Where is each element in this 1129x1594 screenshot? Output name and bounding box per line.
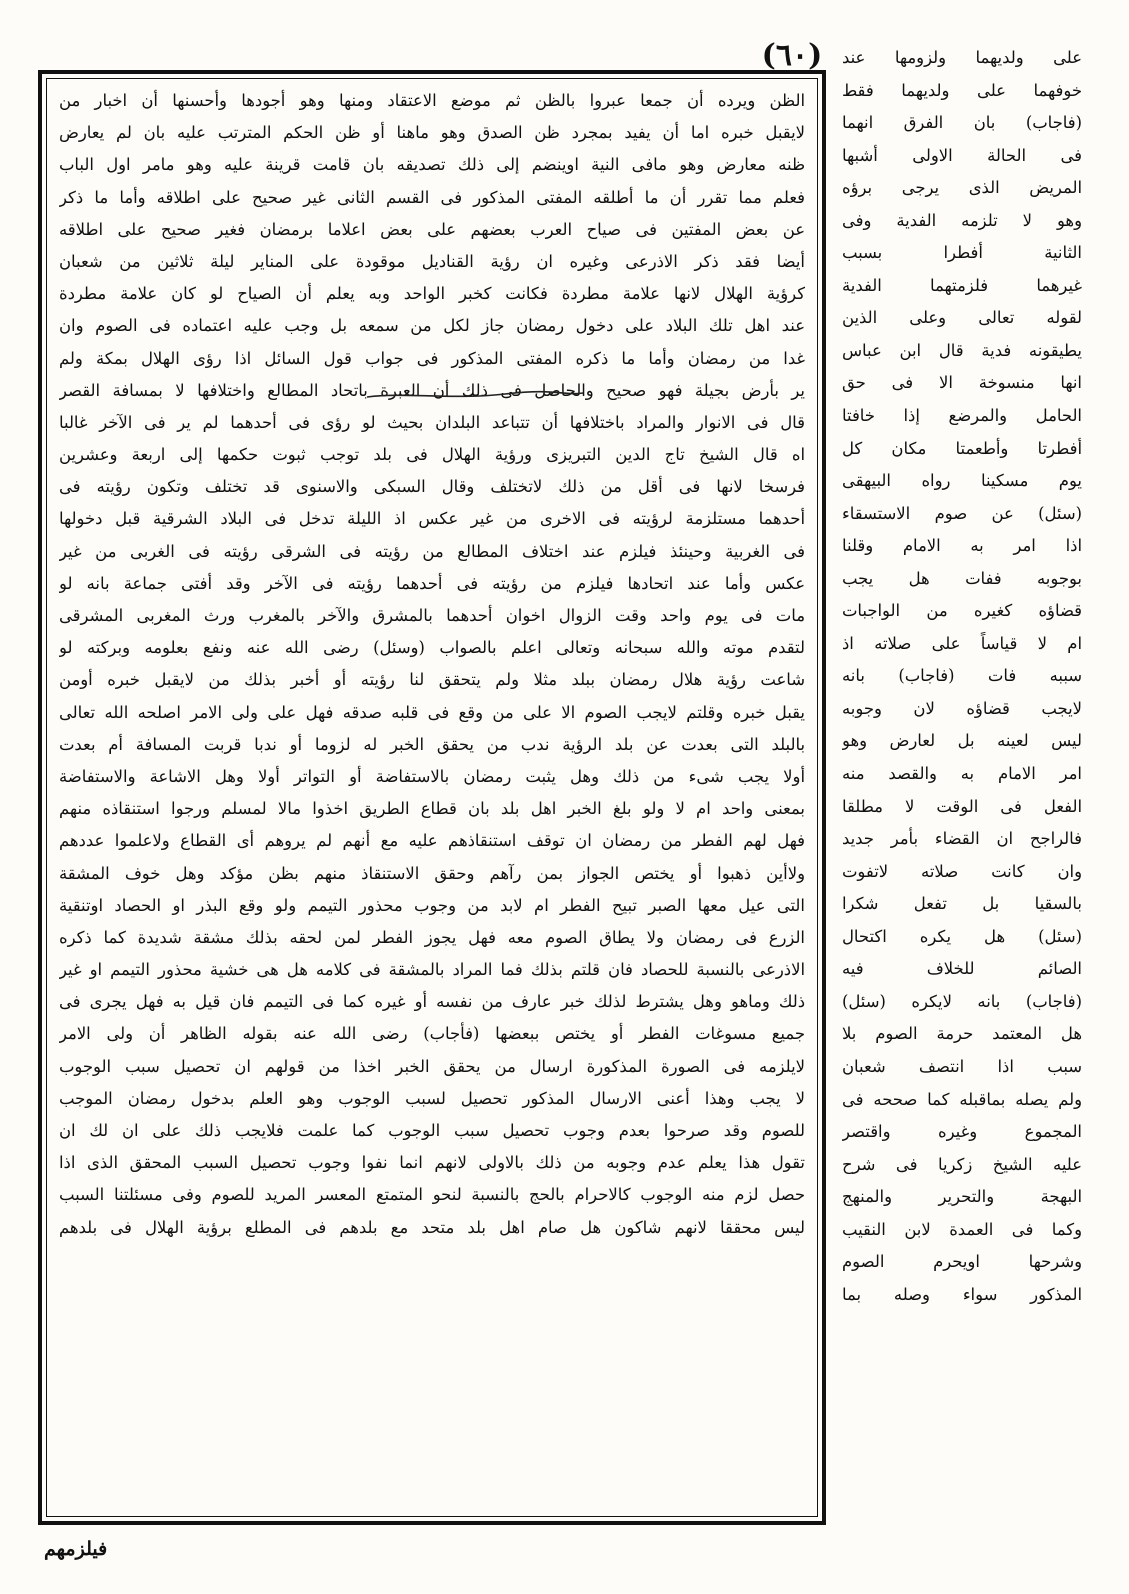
main-text-line: ظنه معارض وهو مافى النية اوينضم إلى ذلك تصديقه بان قامت قرينة عليه وهو مامر اول الباب bbox=[59, 155, 805, 175]
margin-text-line: هل المعتمد حرمة الصوم بلا bbox=[842, 1024, 1082, 1044]
main-text-line: قال فى الانوار والمراد باختلافها أن تتباعد البلدان بحيث لو رؤى فى أحدهما لم ير فى الآخر غالبا bbox=[59, 412, 805, 432]
margin-text-line: ليس لعينه بل لعارض وهو bbox=[842, 731, 1082, 751]
margin-text-line: الفعل فى الوقت لا مطلقا bbox=[842, 796, 1082, 816]
main-text-line: ير بأرض بجيلة فهو صحيح والحاصل فى ذلك أن العبرة باتحاد المطالع واختلافها لا بمسافة القصر bbox=[59, 380, 805, 400]
margin-text-line: الصائم للخلاف فيه bbox=[842, 959, 1082, 979]
main-text-line: عكس وأما عند اتحادها فيلزم من رؤيته فى أحدهما رؤيته فى الآخر وقد أفتى جماعة بانه لو bbox=[59, 573, 805, 593]
main-text-line: جميع مسوغات الفطر أو يختص ببعضها (فأجاب) رضى الله عنه بقوله الظاهر أن ولى الامر bbox=[59, 1024, 805, 1044]
margin-text-line: فالراجح ان القضاء بأمر جديد bbox=[842, 829, 1082, 849]
margin-text-line: المذكور سواء وصله بما bbox=[842, 1284, 1082, 1304]
margin-text-line: لقوله تعالى وعلى الذين bbox=[842, 308, 1082, 328]
margin-text-line: أفطرتا وأطعمتا مكان كل bbox=[842, 438, 1082, 458]
margin-text-line: الثانية أفطرا بسبب bbox=[842, 243, 1082, 263]
margin-text-line: بوجوبه ففات هل يجب bbox=[842, 568, 1082, 588]
main-text-line: مات فى يوم واحد وقت الزوال اخوان أحدهما بالمشرق والآخر بالمغرب ورث المغربى المشرقى bbox=[59, 606, 805, 625]
main-text-line: بالبلد التى بعدت عن بلد الرؤية ندب من يحقق الخبر له لزوما أو ندبا قربت المسافة أم بعدت bbox=[59, 734, 805, 754]
margin-text-line: (سئل) هل يكره اكتحال bbox=[842, 926, 1082, 946]
main-text-line: اه قال الشيخ تاج الدين التبريزى ورؤية الهلال فى بلد توجب ثبوت حكمها إلى اربعة وعشرين bbox=[59, 445, 805, 465]
catchword: فيلزمهم bbox=[44, 1538, 108, 1560]
main-text-line: فعلم مما تقرر أن ما أطلقه المفتى المذكور فى القسم الثانى غير صحيح على اطلاقه وأما ما ذكر bbox=[59, 187, 805, 207]
main-text-line: أولا يجب شىء من ذلك وهل يثبت رمضان بالاستفاضة أو التواتر أولا وهل الاشاعة والاستفاضة bbox=[59, 766, 805, 786]
main-text-line: الزرع فى رمضان ولا يطاق الصوم معه فهل يجوز الفطر لمن لحقه بذلك مشقة شديدة كما ذكره bbox=[59, 927, 805, 947]
margin-text-line: وان كانت صلاته لاتفوت bbox=[842, 861, 1082, 881]
margin-text-line: ولم يصله بماقبله كما صححه فى bbox=[842, 1089, 1082, 1109]
main-text-line: ذلك وماهو وهل يشترط لذلك خبر عارف من نفسه أو غيره كما فى التيمم فان قيل به فهل يجرى فى bbox=[59, 992, 805, 1012]
margin-text-line: وكما فى العمدة لابن النقيب bbox=[842, 1219, 1082, 1239]
main-text-line: أيضا فقد ذكر الاذرعى وغيره ان رؤية القناديل موقودة على المناير ليلة ثلاثين من شعبان bbox=[59, 251, 805, 271]
margin-text-line: خوفهما على ولديهما فقط bbox=[842, 80, 1082, 100]
handwritten-underline bbox=[365, 388, 585, 402]
main-text-line: يقبل خبره وقلتم لايجب الصوم الا على من وقع فى قلبه صدقه فهل على ولى الامر اصلحه الله تعالى bbox=[59, 702, 805, 722]
main-text-line: لتقدم موته والله سبحانه وتعالى اعلم بالصواب (وسئل) رضى الله عنه ونفع بعلومه وبركته لو bbox=[59, 638, 805, 658]
margin-text-line: سببه فات (فاجاب) بانه bbox=[842, 666, 1082, 686]
margin-text-line: عليه الشيخ زكريا فى شرح bbox=[842, 1154, 1082, 1174]
main-text-line: بمعنى واحد ام لا ولو بلغ الخبر اهل بلد بان قطاع الطريق اخذوا مالا لمسلم ورجوا استنقاذه منهم bbox=[59, 799, 805, 819]
margin-text-line: لايجب قضاؤه لان وجوبه bbox=[842, 698, 1082, 718]
main-text-line: فهل لهم الفطر من رمضان ان توقف استنقاذهم عليه مع أنهم لم يروهم أى القطاع ولاعلموا عددهم bbox=[59, 831, 805, 851]
main-text-line: لايقبل خبره اما أن يفيد بمجرد ظن الصدق وهو ماهنا أو ظن الحكم المترتب عليه بان لم يعارض bbox=[59, 123, 805, 143]
main-text-line: ليس محققا لانهم شاكون هل صام اهل بلد متحد مع بلدهم فى المطلع برؤية الهلال فى بلدهم bbox=[59, 1217, 805, 1237]
margin-text-line: المجموع وغيره واقتصر bbox=[842, 1122, 1082, 1142]
main-text-line: فرسخا لانها فى أقل من ذلك لاتختلف وقال السبكى والاسنوى قد تختلف وتكون رؤيته فى bbox=[59, 477, 805, 497]
margin-text-line: (سئل) عن صوم الاستسقاء bbox=[842, 503, 1082, 523]
main-text-inner-border bbox=[46, 78, 818, 1517]
margin-text-line: وشرحها اويحرم الصوم bbox=[842, 1252, 1082, 1272]
margin-text-line: على ولديهما ولزومها عند bbox=[842, 48, 1082, 67]
main-text-line: لايلزمه فى الصورة المذكورة ارسال من يحقق الخبر اخذا من قولهم ان تحصيل سبب الوجوب bbox=[59, 1056, 805, 1076]
margin-text-line: ام لا قياساً على صلاته اذ bbox=[842, 633, 1082, 653]
main-text-line: الظن ويرده أن جمعا عبروا بالظن ثم موضع الاعتقاد ومنها وهو أجودها وأحسنها أن اخبار من bbox=[59, 91, 805, 110]
main-text-line: الاذرعى بالنسبة للحصاد فان قلتم بذلك فما المراد بالمشقة فى كلامه هل هى خشية محذور التيمم او غير bbox=[59, 960, 805, 980]
margin-text-line: قضاؤه كغيره من الواجبات bbox=[842, 601, 1082, 621]
margin-text-line: وهو لا تلزمه الفدية وفى bbox=[842, 210, 1082, 230]
page-number: (٦٠) bbox=[761, 38, 823, 73]
margin-text-line: فى الحالة الاولى أشبها bbox=[842, 145, 1082, 165]
main-text-line: ولاأين ذهبوا أو يختص الجواز بمن رآهم وحقق الاستنقاذ منهم بظن مؤكد وهل خوف المشقة bbox=[59, 863, 805, 883]
main-text-line: تقول هذا يعلم عدم وجوبه من ذلك بالاولى لانهم انما نفوا وجوب تحصيل السبب المحقق الذى اذا bbox=[59, 1153, 805, 1173]
margin-text-line: (فاجاب) بانه لايكره (سئل) bbox=[842, 991, 1082, 1011]
margin-text-line: امر الامام به والقصد منه bbox=[842, 764, 1082, 784]
margin-text-line: يوم مسكينا رواه البيهقى bbox=[842, 471, 1082, 491]
margin-commentary bbox=[842, 42, 1082, 1311]
margin-text-line: المريض الذى يرجى برؤه bbox=[842, 178, 1082, 198]
margin-text-line: (فاجاب) بان الفرق انهما bbox=[842, 113, 1082, 133]
margin-text-line: الحامل والمرضع إذا خافتا bbox=[842, 406, 1082, 426]
main-text-line: غدا من رمضان وأما ما ذكره المفتى المذكور فى جواب قول السائل اذا رؤى الهلال بمكة ولم bbox=[59, 348, 805, 368]
main-text-line: أحدهما مستلزمة لرؤيته فى الاخرى من غير عكس اذ الليلة تدخل فى البلاد الشرقية قبل دخولها bbox=[59, 509, 805, 529]
margin-text-line: سبب اذا انتصف شعبان bbox=[842, 1056, 1082, 1076]
main-text-line: عند اهل تلك البلاد على دخول رمضان جاز لكل من سمعه بل وجب عليه اعتماده فى الصوم وان bbox=[59, 316, 805, 336]
margin-text-line: انها منسوخة الا فى حق bbox=[842, 373, 1082, 393]
main-text-line: شاعت رؤية هلال رمضان ببلد مثلا ولم يتحقق لنا رؤيته أو أخبر بذلك من لايقبل خبره أومن bbox=[59, 670, 805, 690]
main-text-body bbox=[59, 85, 805, 1244]
margin-text-line: يطيقونه فدية قال ابن عباس bbox=[842, 340, 1082, 360]
margin-text-line: اذا امر به الامام وقلنا bbox=[842, 536, 1082, 556]
main-text-line: للصوم وقد صرحوا بعدم وجوب تحصيل سبب الوجوب كما علمت فلايجب ذلك على ان لك ان bbox=[59, 1121, 805, 1140]
main-text-line: فى الغربية وحينئذ فيلزم عند اختلاف المطالع من رؤيته فى الشرقى رؤيته فى الغربى من غير bbox=[59, 541, 805, 561]
margin-text-line: البهجة والتحرير والمنهج bbox=[842, 1187, 1082, 1207]
margin-text-line: غيرهما فلزمتهما الفدية bbox=[842, 275, 1082, 295]
main-text-line: لا يجب وهذا أعنى الارسال المذكور تحصيل لسبب الوجوب وهو العلم بدخول رمضان الموجب bbox=[59, 1088, 805, 1108]
main-text-line: حصل لزم منه الوجوب كالاحرام بالحج بالنسبة لنحو المتمتع المعسر المريد للصوم وفى مسئلتنا السبب bbox=[59, 1185, 805, 1205]
margin-text-line: بالسقيا بل تفعل شكرا bbox=[842, 894, 1082, 914]
main-text-line: التى عيل معها الصبر تبيح الفطر ام لابد من وجوب محذور التيمم ولو وقع البذر او الحصاد اوتنقية bbox=[59, 895, 805, 915]
main-text-frame bbox=[38, 70, 826, 1525]
main-text-line: عن بعض المفتين فى صياح العرب بعضهم على بعض اعلاما برمضان فغير صحيح على اطلاقه bbox=[59, 219, 805, 239]
main-text-line: كرؤية الهلال لانها علامة مطردة فكانت كخبر الواحد وبه يعلم أن الصياح لو كان علامة مطردة bbox=[59, 284, 805, 304]
